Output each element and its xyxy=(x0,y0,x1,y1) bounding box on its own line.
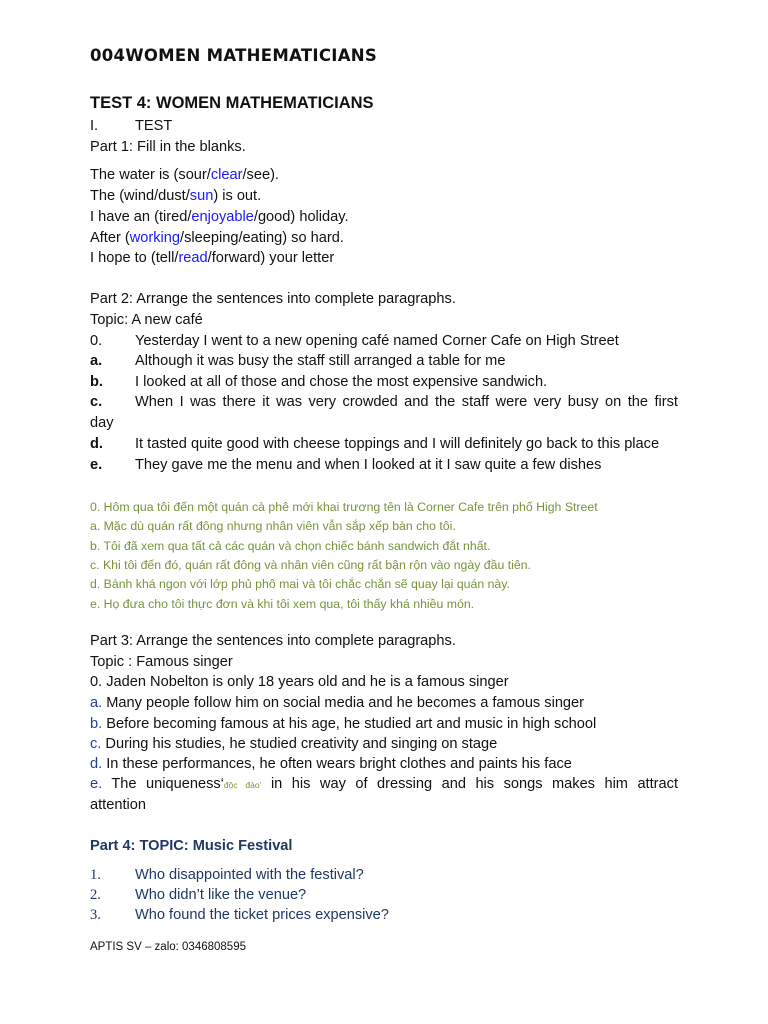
answer-highlight: read xyxy=(178,250,208,266)
answer-highlight: sun xyxy=(189,188,214,204)
section-heading: I. TEST xyxy=(90,118,173,134)
part1-item: The water is (sour/clear/see). xyxy=(90,167,279,183)
part3-item: 0. Jaden Nobelton is only 18 years old and he is a famous singer xyxy=(90,674,509,690)
question-item: 2. Who didn’t like the venue? xyxy=(90,887,307,903)
part2-item: e. They gave me the menu and when I looked at it I saw quite a few dishes xyxy=(90,457,602,473)
part1-item: After (working/sleeping/eating) so hard. xyxy=(90,230,344,246)
translation-line: e. Họ đưa cho tôi thực đơn và khi tôi xem qua, tôi thấy khá nhiều món. xyxy=(90,597,475,611)
part2-item-continued: day xyxy=(90,415,114,431)
part2-item: 0. Yesterday I went to a new opening café named Corner Cafe on High Street xyxy=(90,333,619,349)
test-title: TEST 4: WOMEN MATHEMATICIANS xyxy=(90,94,374,112)
part1-item: The (wind/dust/sun) is out. xyxy=(90,188,262,204)
part1-item: I have an (tired/enjoyable/good) holiday. xyxy=(90,209,349,225)
translation-line: b. Tôi đã xem qua tất cả các quán và chọn chiếc bánh sandwich đắt nhất. xyxy=(90,539,491,553)
part2-item: b. I looked at all of those and chose the most expensive sandwich. xyxy=(90,374,548,390)
translation-line: d. Bánh khá ngon với lớp phủ phô mai và tôi chắc chắn sẽ quay lại quán này. xyxy=(90,577,510,591)
question-item: 1. Who disappointed with the festival? xyxy=(90,867,364,883)
part1-item: I hope to (tell/read/forward) your letter xyxy=(90,250,335,266)
gloss-annotation: độc đáo’ xyxy=(223,780,262,790)
translation-line: a. Mặc dù quán rất đông nhưng nhân viên vẫn sắp xếp bàn cho tôi. xyxy=(90,519,456,533)
document-title: 004WOMEN MATHEMATICIANS xyxy=(90,46,378,65)
answer-highlight: clear xyxy=(210,167,243,183)
part1-heading: Part 1: Fill in the blanks. xyxy=(90,139,246,155)
part2-heading: Part 2: Arrange the sentences into complete paragraphs. xyxy=(90,291,456,307)
part3-item: e. The uniqueness‘độc đáo’ in his way of dressing and his songs makes him attract xyxy=(90,776,678,792)
part2-item: c. When I was there it was very crowded and the staff were very busy on the first xyxy=(90,394,678,410)
part3-heading: Part 3: Arrange the sentences into complete paragraphs. xyxy=(90,633,456,649)
part3-item: b. Before becoming famous at his age, he studied art and music in high school xyxy=(90,716,597,732)
part2-topic: Topic: A new café xyxy=(90,312,203,328)
part3-item: a. Many people follow him on social media and he becomes a famous singer xyxy=(90,695,585,711)
translation-line: c. Khi tôi đến đó, quán rất đông và nhân viên cũng rất bận rộn vào ngày đầu tiên. xyxy=(90,558,531,572)
part2-item: a. Although it was busy the staff still arranged a table for me xyxy=(90,353,506,369)
part3-item: d. In these performances, he often wears bright clothes and paints his face xyxy=(90,756,572,772)
page-footer: APTIS SV – zalo: 0346808595 xyxy=(90,941,246,953)
question-item: 3. Who found the ticket prices expensive? xyxy=(90,907,389,923)
part3-topic: Topic : Famous singer xyxy=(90,654,233,670)
part4-heading: Part 4: TOPIC: Music Festival xyxy=(90,838,293,854)
part2-item: d. It tasted quite good with cheese toppings and I will definitely go back to this place xyxy=(90,436,660,452)
answer-highlight: working xyxy=(129,230,181,246)
part3-item-continued: attention xyxy=(90,797,146,813)
part3-item: c. During his studies, he studied creativity and singing on stage xyxy=(90,736,498,752)
answer-highlight: enjoyable xyxy=(191,209,254,225)
translation-line: 0. Hôm qua tôi đến một quán cà phê mới khai trương tên là Corner Cafe trên phố High Street xyxy=(90,500,598,514)
